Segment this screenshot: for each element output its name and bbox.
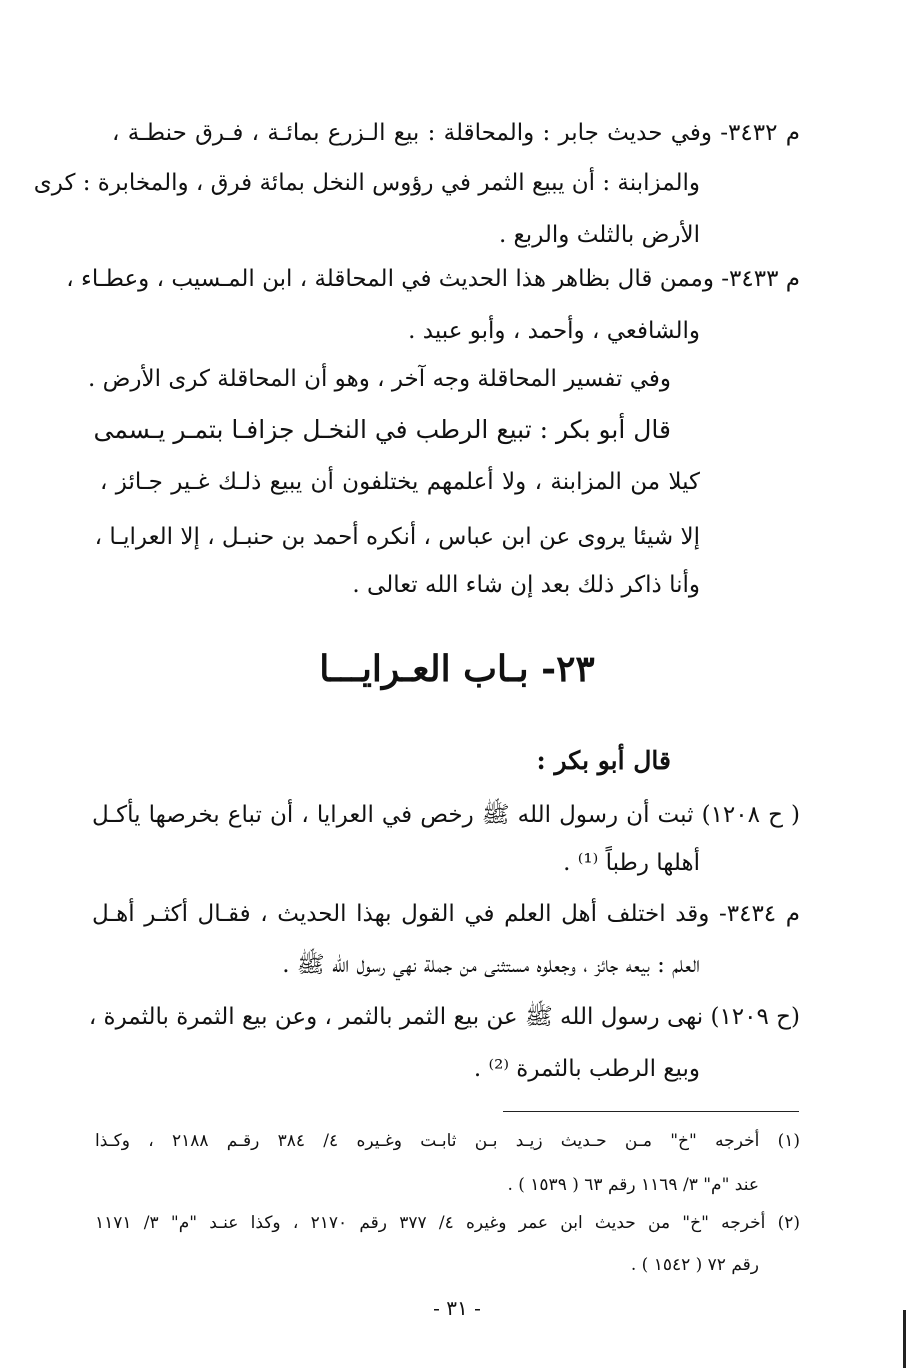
- paragraph-3434-line-1: م ٣٤٣٤- وقد اختلف أهل العلم في القول بهذا الحديث ، فقـال أكثـر أهـل: [92, 901, 800, 927]
- paragraph-3432-line-1: م ٣٤٣٢- وفي حديث جابر : والمحاقلة : بيع الـزرع بمائـة ، فـرق حنطـة ،: [112, 120, 800, 146]
- abubakr-line-1: قال أبو بكر : تبيع الرطب في النخـل جزافـا بتمـر يـسمى: [93, 415, 671, 444]
- tafsir-paragraph: وفي تفسير المحاقلة وجه آخر ، وهو أن المحاقلة كرى الأرض .: [87, 366, 671, 392]
- paragraph-3433-line-1: م ٣٤٣٣- وممن قال بظاهر هذا الحديث في المحاقلة ، ابن المـسيب ، وعطـاء ،: [66, 266, 800, 292]
- hadith-1209-line-1: (ح ١٢٠٩) نهى رسول الله ﷺ عن بيع الثمر بالثمر ، وعن بيع الثمرة بالثمرة ،: [88, 1004, 800, 1030]
- abubakr-line-4: وأنا ذاكر ذلك بعد إن شاء الله تعالى .: [352, 572, 700, 598]
- paragraph-3432-line-3: الأرض بالثلث والربع .: [498, 222, 700, 248]
- paragraph-3434-line-2: العلم : بيعه جائز ، وجعلوه مستثنى من جملة نهي رسول الله ﷺ .: [282, 952, 700, 978]
- hadith-1208-line-2: أهلها رطباً ⁽¹⁾ .: [563, 850, 700, 876]
- chapter-title: ٢٣- بـاب العـرايـــا: [319, 648, 595, 690]
- footnote-2-line-2: رقم ٧٢ ( ١٥٤٢ ) .: [630, 1255, 759, 1275]
- hadith-1208-line-1: ( ح ١٢٠٨) ثبت أن رسول الله ﷺ رخص في العرايا ، أن تباع بخرصها يأكـل: [92, 802, 800, 828]
- paragraph-3432-line-2: والمزابنة : أن يبيع الثمر في رؤوس النخل بمائة فرق ، والمخابرة : كرى: [33, 170, 700, 196]
- footnote-2-line-1: (٢) أخرجه "خ" من حديث ابن عمر وغيره ٤/ ٣٧٧ رقم ٢١٧٠ ، وكذا عنـد "م" ٣/ ١١٧١: [95, 1213, 800, 1233]
- footnote-1-line-1: (١) أخرجه "خ" مـن حـديث زيـد بـن ثابـت وغـيره ٤/ ٣٨٤ رقـم ٢١٨٨ ، وكـذا: [95, 1131, 800, 1151]
- footnote-1-line-2: عند "م" ٣/ ١١٦٩ رقم ٦٣ ( ١٥٣٩ ) .: [507, 1175, 759, 1195]
- hadith-1209-line-2: وبيع الرطب بالثمرة ⁽²⁾ .: [473, 1056, 700, 1082]
- abubakr-heading: قال أبو بكر :: [536, 746, 671, 775]
- page-number: - ٣١ -: [433, 1296, 481, 1320]
- abubakr-line-2: كيلا من المزابنة ، ولا أعلمهم يختلفون أن يبيع ذلـك غـير جـائز ،: [100, 469, 700, 495]
- scan-edge-mark: [903, 1310, 906, 1368]
- abubakr-line-3: إلا شيئا يروى عن ابن عباس ، أنكره أحمد بن حنبـل ، إلا العرايـا ،: [94, 524, 700, 550]
- footnote-separator: [503, 1111, 799, 1112]
- paragraph-3433-line-2: والشافعي ، وأحمد ، وأبو عبيد .: [408, 318, 700, 344]
